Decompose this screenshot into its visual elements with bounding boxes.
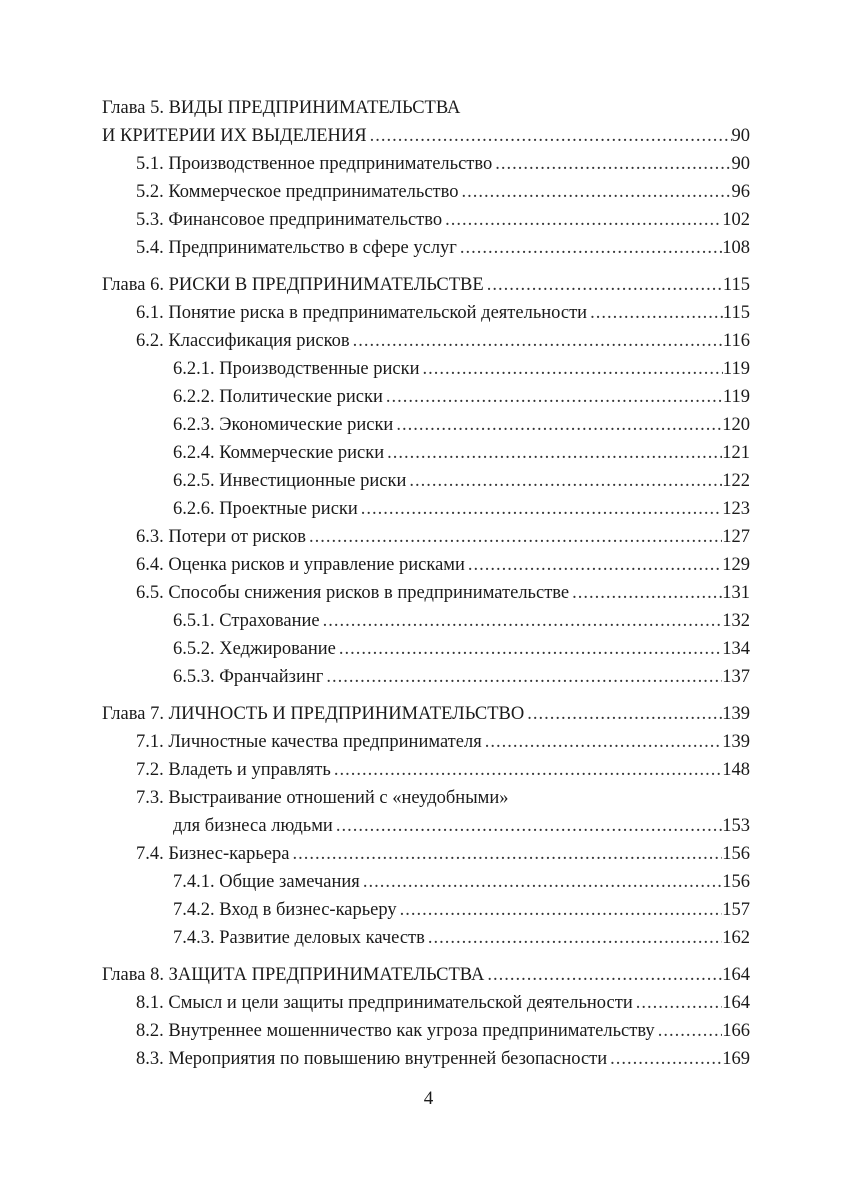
toc-section: 8.1. Смысл и цели защиты предпринимательской деятельности ..... 164	[102, 989, 750, 1017]
toc-section: 8.3. Мероприятия по повышению внутренней безопасности ..... 169	[102, 1045, 750, 1073]
dot-leader	[655, 1017, 723, 1045]
dot-leader	[397, 896, 723, 924]
dot-leader	[383, 383, 723, 411]
dot-leader	[425, 924, 722, 952]
dot-leader	[406, 467, 722, 495]
dot-leader	[587, 299, 723, 327]
dot-leader	[336, 635, 722, 663]
toc-subsection: 7.4.3. Развитие деловых качеств ..... 162	[102, 924, 750, 952]
dot-leader	[420, 355, 723, 383]
toc-section: 7.2. Владеть и управлять ..... 148	[102, 756, 750, 784]
toc-chapter-heading: Глава 5. ВИДЫ ПРЕДПРИНИМАТЕЛЬСТВА	[102, 98, 461, 118]
toc-subsection: 7.4.2. Вход в бизнес-карьеру ..... 157	[102, 896, 750, 924]
toc-subsection: 6.2.1. Производственные риски ..... 119	[102, 355, 750, 383]
dot-leader	[367, 122, 732, 150]
dot-leader	[484, 961, 722, 989]
toc-section: 7.3. Выстраивание отношений с «неудобными»	[136, 788, 509, 808]
dot-leader	[484, 271, 723, 299]
dot-leader	[320, 607, 723, 635]
dot-leader	[492, 150, 731, 178]
toc-subsection: 7.4.1. Общие замечания ..... 156	[102, 868, 750, 896]
dot-leader	[633, 989, 723, 1017]
toc-subsection: 6.5.2. Хеджирование ..... 134	[102, 635, 750, 663]
dot-leader	[442, 206, 722, 234]
dot-leader	[458, 178, 731, 206]
dot-leader	[482, 728, 723, 756]
dot-leader	[360, 868, 722, 896]
toc-section: 6.2. Классификация рисков ..... 116	[102, 327, 750, 355]
toc-section: 7.4. Бизнес-карьера ..... 156	[102, 840, 750, 868]
dot-leader	[384, 439, 722, 467]
toc-subsection: 6.2.3. Экономические риски ..... 120	[102, 411, 750, 439]
dot-leader	[524, 700, 722, 728]
toc-section: 8.2. Внутреннее мошенничество как угроза предпринимательству ..... 166	[102, 1017, 750, 1045]
toc-section: 5.3. Финансовое предпринимательство ..... 102	[102, 206, 750, 234]
dot-leader	[306, 523, 722, 551]
toc-subsection: 6.2.2. Политические риски ..... 119	[102, 383, 750, 411]
toc-section: 5.4. Предпринимательство в сфере услуг ..... 108	[102, 234, 750, 262]
dot-leader	[569, 579, 722, 607]
dot-leader	[289, 840, 722, 868]
toc-section: 5.1. Производственное предпринимательство ..... 90	[102, 150, 750, 178]
dot-leader	[333, 812, 722, 840]
toc-chapter-heading: Глава 6. РИСКИ В ПРЕДПРИНИМАТЕЛЬСТВЕ ..... 115	[102, 271, 750, 299]
toc-subsection: 6.2.6. Проектные риски ..... 123	[102, 495, 750, 523]
toc-section: 6.1. Понятие риска в предпринимательской деятельности ..... 115	[102, 299, 750, 327]
table-of-contents	[102, 94, 750, 1073]
dot-leader	[323, 663, 722, 691]
toc-section-continuation: для бизнеса людьми ..... 153	[102, 812, 750, 840]
toc-subsection: 6.5.1. Страхование ..... 132	[102, 607, 750, 635]
toc-subsection: 6.2.5. Инвестиционные риски ..... 122	[102, 467, 750, 495]
toc-section: 6.5. Способы снижения рисков в предпринимательстве ..... 131	[102, 579, 750, 607]
dot-leader	[607, 1045, 722, 1073]
toc-section: 5.2. Коммерческое предпринимательство ..... 96	[102, 178, 750, 206]
toc-section: 6.3. Потери от рисков ..... 127	[102, 523, 750, 551]
toc-chapter-heading: Глава 7. ЛИЧНОСТЬ И ПРЕДПРИНИМАТЕЛЬСТВО ..... 139	[102, 700, 750, 728]
dot-leader	[358, 495, 722, 523]
toc-section: 6.4. Оценка рисков и управление рисками ..... 129	[102, 551, 750, 579]
dot-leader	[350, 327, 723, 355]
toc-chapter-heading: И КРИТЕРИИ ИХ ВЫДЕЛЕНИЯ ..... 90	[102, 122, 750, 150]
dot-leader	[465, 551, 722, 579]
toc-subsection: 6.5.3. Франчайзинг ..... 137	[102, 663, 750, 691]
toc-section: 7.1. Личностные качества предпринимателя ..... 139	[102, 728, 750, 756]
dot-leader	[331, 756, 722, 784]
toc-subsection: 6.2.4. Коммерческие риски ..... 121	[102, 439, 750, 467]
toc-chapter-heading: Глава 8. ЗАЩИТА ПРЕДПРИНИМАТЕЛЬСТВА ..... 164	[102, 961, 750, 989]
dot-leader	[393, 411, 722, 439]
dot-leader	[457, 234, 722, 262]
page-number: 4	[423, 1088, 434, 1109]
